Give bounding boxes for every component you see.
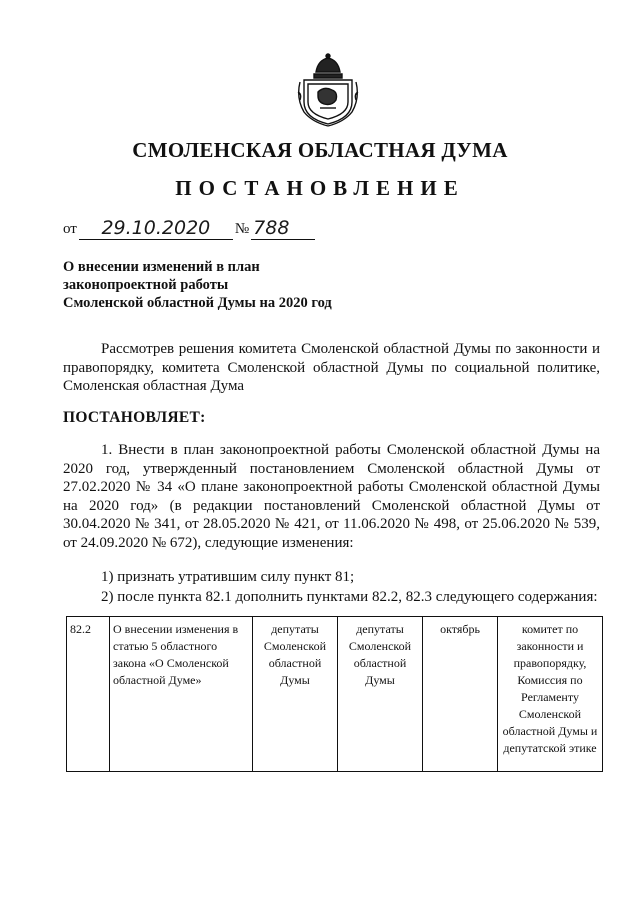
clause-1-text: 1. Внести в план законопроектной работы Смоленской областной Думы на 2020 год, утвержденный постановлением Смоленской областной Думы от 27.02.2020 № 34 «О плане законопроектной работы Смоленской областной Думы на 2020 год» (в редакции постановлений Смоленской областной Думы от 30.04.2020 № 341, от 28.05.2020 № 421, от 11.06.2020 № 498, от 25.06.2020 № 539, от 24.09.2020 № 672), следующие изменения:: [63, 442, 600, 551]
date-from-label: от: [63, 221, 77, 237]
preamble-paragraph: [63, 340, 600, 396]
number-label: №: [234, 221, 250, 237]
change-item: 1) признать утратившим силу пункт 81;: [101, 569, 355, 585]
plan-table: [66, 616, 603, 772]
table-row: [67, 617, 603, 772]
row-month-cell: октябрь: [423, 617, 498, 772]
document-date: 29.10.2020: [79, 218, 233, 240]
decree-heading: ПОСТАНОВЛЯЕТ:: [63, 409, 206, 426]
document-subject: [63, 258, 332, 312]
document-number: 788: [251, 218, 315, 240]
coat-of-arms-icon: [296, 52, 360, 128]
change-item: 2) после пункта 82.1 дополнить пунктами 82.2, 82.3 следующего содержания:: [101, 589, 598, 605]
clause-1-paragraph: [63, 441, 600, 553]
preamble-text: Рассмотрев решения комитета Смоленской областной Думы по законности и правопорядку, комитета Смоленской областной Думы по социальной политике, Смоленская областная Дума: [63, 341, 600, 395]
row-initiator-cell: депутаты Смоленской областной Думы: [253, 617, 338, 772]
subject-line: Смоленской областной Думы на 2020 год: [63, 295, 332, 311]
document-type: ПОСТАНОВЛЕНИЕ: [175, 176, 465, 200]
row-title-cell: О внесении изменения в статью 5 областного закона «О Смоленской областной Думе»: [110, 617, 253, 772]
row-responsible-cell: комитет по законности и правопорядку, Комиссия по Регламенту Смоленской областной Думы и депутатской этике: [498, 617, 603, 772]
row-number-cell: 82.2: [67, 617, 110, 772]
organization-name: СМОЛЕНСКАЯ ОБЛАСТНАЯ ДУМА: [132, 138, 508, 162]
subject-line: законопроектной работы: [63, 277, 229, 293]
date-line: [63, 218, 315, 240]
row-developer-cell: депутаты Смоленской областной Думы: [338, 617, 423, 772]
subject-line: О внесении изменений в план: [63, 259, 260, 275]
